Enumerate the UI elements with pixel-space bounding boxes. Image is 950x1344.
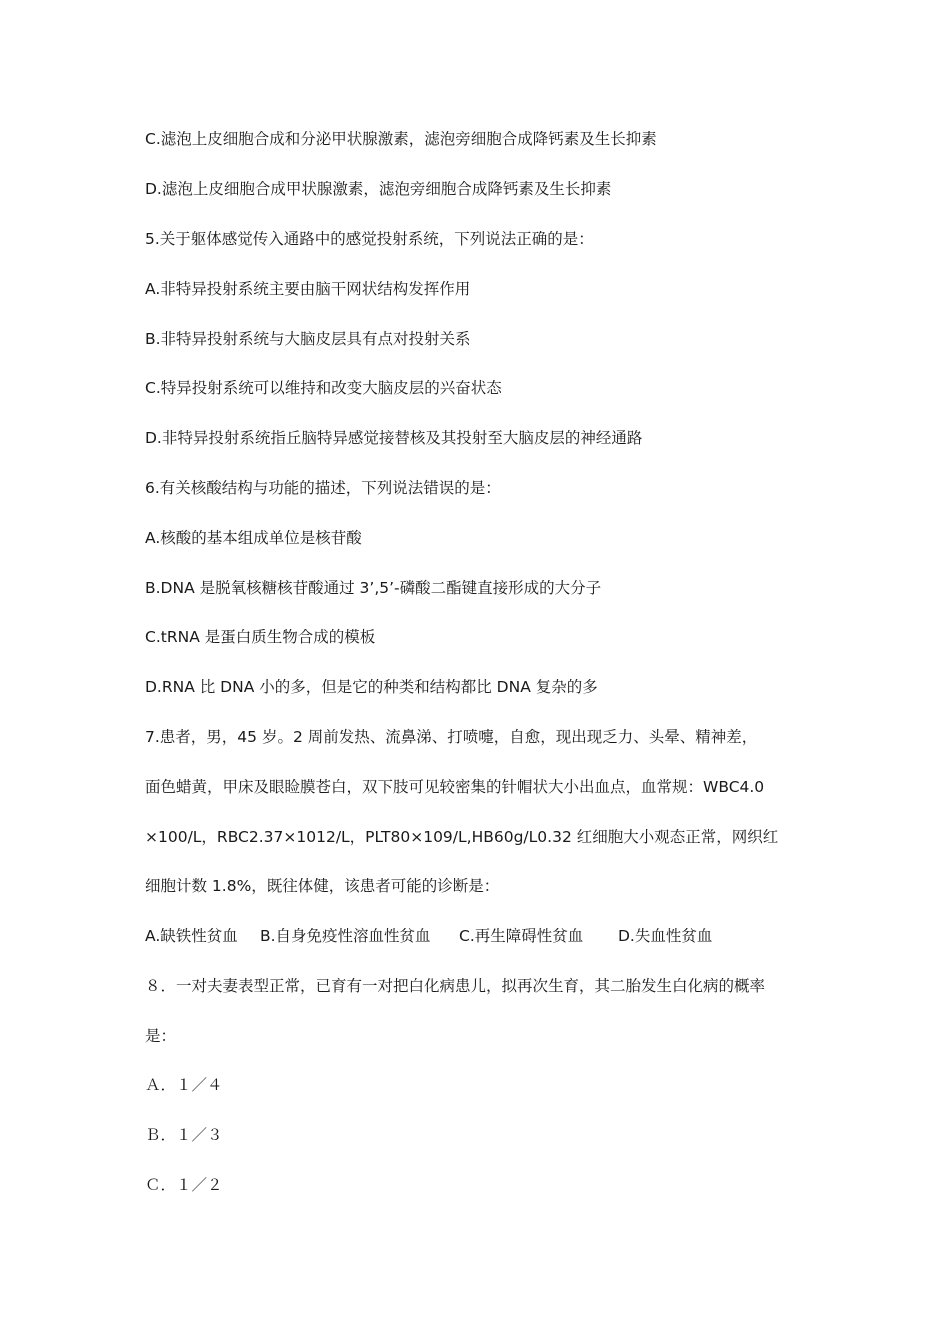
q7-option-c: C.再生障碍性贫血 (459, 927, 584, 945)
q8-option-a: Ａ．１／４ (145, 1076, 223, 1094)
q7-stem-line-3: ×100/L，RBC2.37×1012/L，PLT80×109/L,HB60g/L0.32 红细胞大小观态正常，网织红 (145, 828, 779, 846)
q5-option-c: C.特异投射系统可以维持和改变大脑皮层的兴奋状态 (145, 379, 502, 397)
q5-stem: 5.关于躯体感觉传入通路中的感觉投射系统，下列说法正确的是： (145, 230, 594, 248)
q8-stem-line-2: 是： (145, 1027, 177, 1045)
q4-option-c: C.滤泡上皮细胞合成和分泌甲状腺激素，滤泡旁细胞合成降钙素及生长抑素 (145, 130, 657, 148)
q8-stem-line-1: ８．一对夫妻表型正常，已育有一对把白化病患儿，拟再次生育，其二胎发生白化病的概率 (145, 977, 766, 995)
q5-option-b: B.非特异投射系统与大脑皮层具有点对投射关系 (145, 330, 471, 348)
q8-option-c: Ｃ．１／２ (145, 1176, 223, 1194)
q7-option-a: A.缺铁性贫血 (145, 927, 238, 945)
q6-option-a: A.核酸的基本组成单位是核苷酸 (145, 529, 362, 547)
q6-option-b: B.DNA 是脱氧核糖核苷酸通过 3’,5’-磷酸二酯键直接形成的大分子 (145, 579, 602, 597)
q7-stem-line-4: 细胞计数 1.8%，既往体健，该患者可能的诊断是： (145, 877, 500, 895)
q7-options-row (145, 925, 815, 947)
q5-option-a: A.非特异投射系统主要由脑干网状结构发挥作用 (145, 280, 471, 298)
q5-option-d: D.非特异投射系统指丘脑特异感觉接替核及其投射至大脑皮层的神经通路 (145, 429, 643, 447)
q7-stem-line-2: 面色蜡黄，甲床及眼睑膜苍白，双下肢可见较密集的针帽状大小出血点，血常规：WBC4.0 (145, 778, 765, 796)
q6-option-c: C.tRNA 是蛋白质生物合成的模板 (145, 628, 376, 646)
q8-option-b: Ｂ．１／３ (145, 1126, 223, 1144)
q6-option-d: D.RNA 比 DNA 小的多，但是它的种类和结构都比 DNA 复杂的多 (145, 678, 598, 696)
q7-stem-line-1: 7.患者，男，45 岁。2 周前发热、流鼻涕、打喷嚏，自愈，现出现乏力、头晕、精神差， (145, 728, 758, 746)
q6-stem: 6.有关核酸结构与功能的描述，下列说法错误的是： (145, 479, 501, 497)
q4-option-d: D.滤泡上皮细胞合成甲状腺激素，滤泡旁细胞合成降钙素及生长抑素 (145, 180, 612, 198)
q7-option-d: D.失血性贫血 (618, 927, 713, 945)
q7-option-b: B.自身免疫性溶血性贫血 (260, 927, 431, 945)
